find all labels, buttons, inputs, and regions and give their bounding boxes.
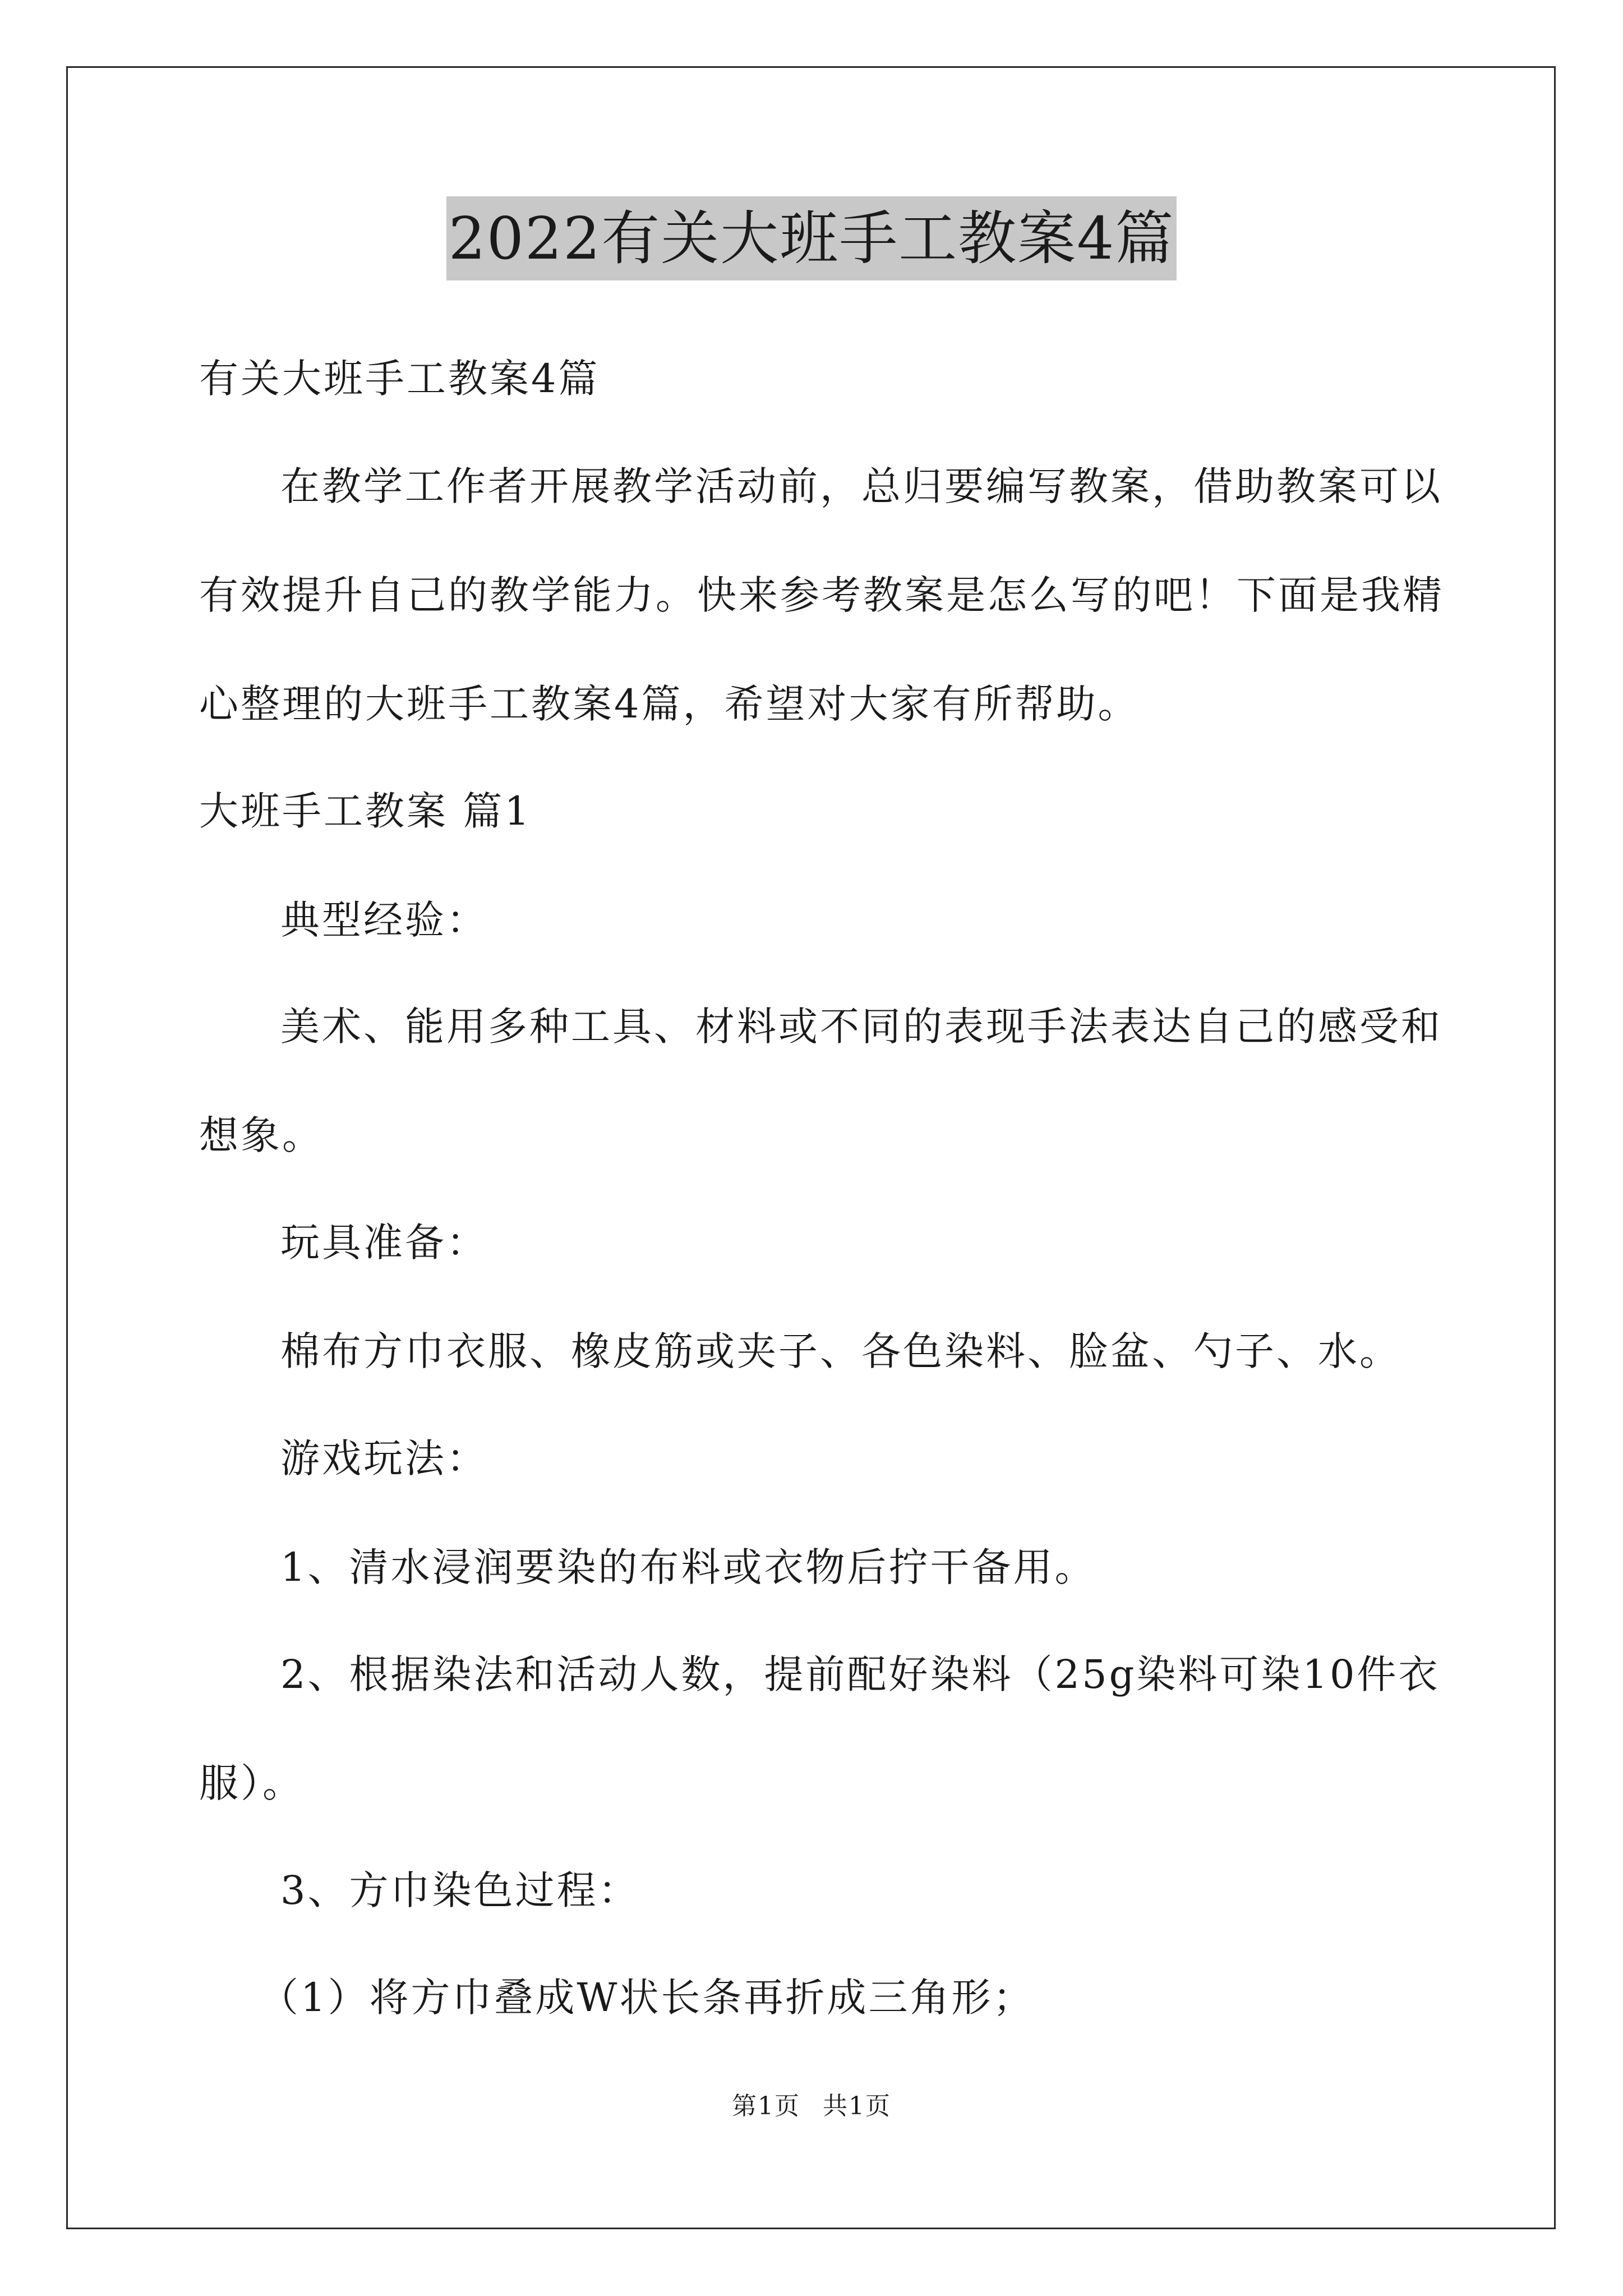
- paragraph-line: 服）。: [199, 1760, 304, 1806]
- paragraph-line: 在教学工作者开展教学活动前，总归要编写教案，借助教案可以: [280, 463, 1442, 509]
- paragraph-line: 棉布方巾衣服、橡皮筋或夹子、各色染料、脸盆、勺子、水。: [280, 1328, 1401, 1374]
- paragraph-line: 心整理的大班手工教案4篇，希望对大家有所帮助。: [199, 681, 1140, 727]
- subtitle-line: 有关大班手工教案4篇: [199, 356, 600, 402]
- paragraph-line: 有效提升自己的教学能力。快来参考教案是怎么写的吧！下面是我精: [199, 572, 1444, 618]
- paragraph-line: （1）将方巾叠成W状长条再折成三角形；: [259, 1975, 1035, 2021]
- paragraph-line: 游戏玩法：: [280, 1435, 488, 1481]
- title-container: [0, 196, 1623, 280]
- page-total: 共1页: [823, 2092, 891, 2120]
- page-footer: [0, 2090, 1623, 2123]
- paragraph-line: 2、根据染法和活动人数，提前配好染料（25g染料可染10件衣: [280, 1651, 1440, 1697]
- paragraph-line: 玩具准备：: [280, 1220, 488, 1266]
- paragraph-line: 美术、能用多种工具、材料或不同的表现手法表达自己的感受和: [280, 1004, 1442, 1050]
- page-number: 第1页: [732, 2092, 800, 2120]
- paragraph-line: 想象。: [199, 1112, 324, 1158]
- paragraph-line: 典型经验：: [280, 897, 488, 943]
- section-heading: 大班手工教案 篇1: [199, 788, 532, 834]
- paragraph-line: 1、清水浸润要染的布料或衣物后拧干备用。: [280, 1544, 1096, 1590]
- paragraph-line: 3、方巾染色过程：: [280, 1867, 640, 1913]
- document-title: 2022有关大班手工教案4篇: [446, 196, 1177, 280]
